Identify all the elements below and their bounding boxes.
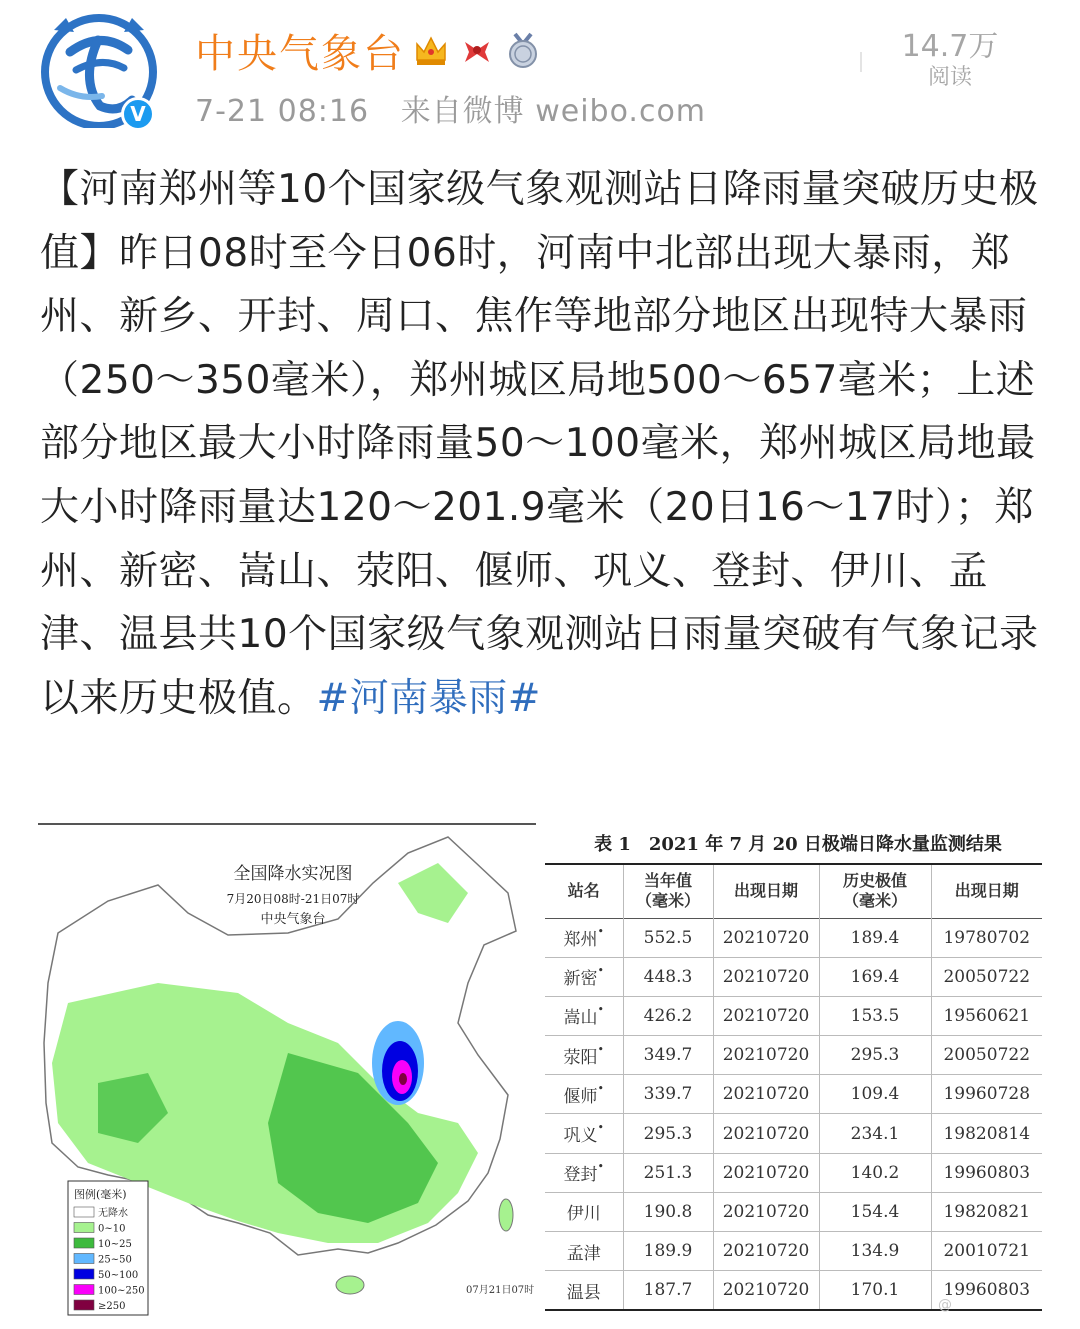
table-cell: 20210720 [713, 918, 819, 957]
crown-icon[interactable] [411, 30, 451, 70]
table-cell: 190.8 [623, 1192, 713, 1231]
table-row [545, 1232, 1042, 1271]
table-header-cell: 站名 [567, 881, 600, 901]
legend-label: 50~100 [98, 1270, 139, 1281]
table-cell: 187.7 [623, 1271, 713, 1310]
account-name[interactable]: 中央气象台 [195, 30, 405, 77]
post-text: 【河南郑州等10个国家级气象观测站日降雨量突破历史极值】昨日08时至今日06时，河南中北部出现大暴雨，郑州、新乡、开封、周口、焦作等地部分地区出现特大暴雨（250～350毫米），郑州城区局地500～657毫米；上述部分地区最大小时降雨量50～100毫米，郑州城区局地最大小时降雨量达120～201.9毫米（20日16～17时）；郑州、新密、嵩山、荥阳、偃师、巩义、登封、伊川、孟津、温县共10个国家级气象观测站日雨量突破有气象记录以来历史极值。 [40, 167, 1039, 721]
station-name-cell: 嵩山• [563, 1003, 604, 1029]
table-row [545, 1153, 1042, 1192]
table-cell: 349.7 [623, 1036, 713, 1075]
table-row [545, 957, 1042, 996]
table-cell: 19820814 [931, 1114, 1042, 1153]
read-count-number: 14.7万 [901, 29, 999, 64]
legend-label: ≥250 [98, 1301, 126, 1312]
station-marker-icon: • [597, 964, 604, 978]
read-count-label: 阅读 [927, 65, 972, 90]
table-cell: 140.2 [819, 1153, 931, 1192]
table-cell: 19560621 [931, 996, 1042, 1035]
map-legend-title: 图例(毫米) [74, 1188, 127, 1201]
table-row [545, 1036, 1042, 1075]
station-name-cell: 孟津 [566, 1243, 601, 1264]
image-watermark: @ [938, 1297, 952, 1313]
ribbon-icon[interactable] [457, 30, 497, 70]
account-name-row [195, 22, 543, 78]
legend-label: 25~50 [98, 1254, 132, 1266]
station-name-cell: 巩义• [563, 1121, 604, 1147]
table-header-cell: 出现日期 [713, 864, 819, 918]
table-cell: 19960803 [931, 1271, 1042, 1310]
table-cell: 20050722 [931, 957, 1042, 996]
legend-label: 100~250 [98, 1285, 145, 1297]
rainfall-table[interactable] [545, 863, 1042, 1311]
read-count [880, 30, 1020, 92]
table-cell: 552.5 [623, 918, 713, 957]
table-header-cell: 当年值 （毫米） [623, 864, 713, 918]
table-cell: 19820821 [931, 1192, 1042, 1231]
station-marker-icon: • [597, 925, 604, 939]
station-name-cell: 登封• [563, 1160, 604, 1186]
medal-icon[interactable] [503, 30, 543, 70]
table-header-row [545, 864, 1042, 918]
map-corner-label: 07月21日07时 [466, 1285, 535, 1296]
legend-swatch [74, 1300, 94, 1310]
table-body [545, 918, 1042, 1310]
table-row [545, 1192, 1042, 1231]
map-org: 中央气象台 [260, 912, 326, 927]
verified-badge-icon: V [121, 97, 155, 131]
table-row [545, 1114, 1042, 1153]
table-title: 表 1 2021 年 7 月 20 日极端日降水量监测结果 [594, 834, 1002, 855]
table-cell: 20050722 [931, 1036, 1042, 1075]
hashtag-link[interactable]: #河南暴雨# [316, 675, 541, 721]
station-name-cell: 偃师• [563, 1081, 604, 1107]
header-divider [860, 52, 862, 72]
table-cell: 448.3 [623, 957, 713, 996]
table-cell: 20210720 [713, 1271, 819, 1310]
table-cell: 20210720 [713, 1075, 819, 1114]
table-cell: 20210720 [713, 957, 819, 996]
table-header-cell: 出现日期 [931, 864, 1042, 918]
station-marker-icon: • [597, 1160, 604, 1174]
table-cell: 169.4 [819, 957, 931, 996]
station-marker-icon: • [597, 1003, 604, 1017]
table-cell: 339.7 [623, 1075, 713, 1114]
table-cell: 426.2 [623, 996, 713, 1035]
precipitation-map-image[interactable] [38, 823, 536, 1321]
table-cell: 189.4 [819, 918, 931, 957]
post-timestamp: 7-21 08:16 [195, 94, 370, 129]
table-header-cell: 历史极值 （毫米） [819, 864, 931, 918]
table-cell: 109.4 [819, 1075, 931, 1114]
legend-swatch [74, 1254, 94, 1264]
table-cell: 170.1 [819, 1271, 931, 1310]
table-cell: 295.3 [623, 1114, 713, 1153]
table-cell: 19960803 [931, 1153, 1042, 1192]
legend-label: 10~25 [98, 1239, 132, 1250]
legend-swatch [74, 1207, 94, 1217]
table-cell: 134.9 [819, 1232, 931, 1271]
map-title: 全国降水实况图 [233, 864, 353, 884]
table-row [545, 1075, 1042, 1114]
table-cell: 189.9 [623, 1232, 713, 1271]
table-cell: 20210720 [713, 1192, 819, 1231]
table-cell: 20010721 [931, 1232, 1042, 1271]
table-cell: 19780702 [931, 918, 1042, 957]
table-cell: 295.3 [819, 1036, 931, 1075]
table-row [545, 996, 1042, 1035]
station-marker-icon: • [597, 1042, 604, 1056]
table-cell: 20210720 [713, 1036, 819, 1075]
table-cell: 20210720 [713, 1153, 819, 1192]
legend-label: 0~10 [98, 1223, 126, 1235]
station-marker-icon: • [597, 1121, 604, 1135]
station-name-cell: 郑州• [563, 925, 604, 951]
legend-swatch [74, 1269, 94, 1279]
table-cell: 154.4 [819, 1192, 931, 1231]
table-row [545, 918, 1042, 957]
table-cell: 153.5 [819, 996, 931, 1035]
station-name-cell: 荥阳• [563, 1042, 604, 1068]
legend-swatch [74, 1238, 94, 1248]
station-name-cell: 新密• [563, 964, 604, 990]
table-row [545, 1271, 1042, 1310]
table-cell: 251.3 [623, 1153, 713, 1192]
post-meta [195, 86, 706, 130]
table-cell: 234.1 [819, 1114, 931, 1153]
station-marker-icon: • [597, 1081, 604, 1095]
table-cell: 20210720 [713, 996, 819, 1035]
table-cell: 19960728 [931, 1075, 1042, 1114]
table-cell: 20210720 [713, 1232, 819, 1271]
map-legend [68, 1181, 148, 1315]
post-body [40, 158, 1050, 730]
station-name-cell: 温县 [566, 1282, 601, 1303]
legend-label: 无降水 [98, 1208, 128, 1219]
station-name-cell: 伊川 [566, 1204, 601, 1225]
legend-swatch [74, 1223, 94, 1233]
legend-swatch [74, 1285, 94, 1295]
post-source[interactable]: 来自微博 weibo.com [400, 94, 707, 129]
table-cell: 20210720 [713, 1114, 819, 1153]
map-period: 7月20日08时-21日07时 [226, 892, 360, 906]
